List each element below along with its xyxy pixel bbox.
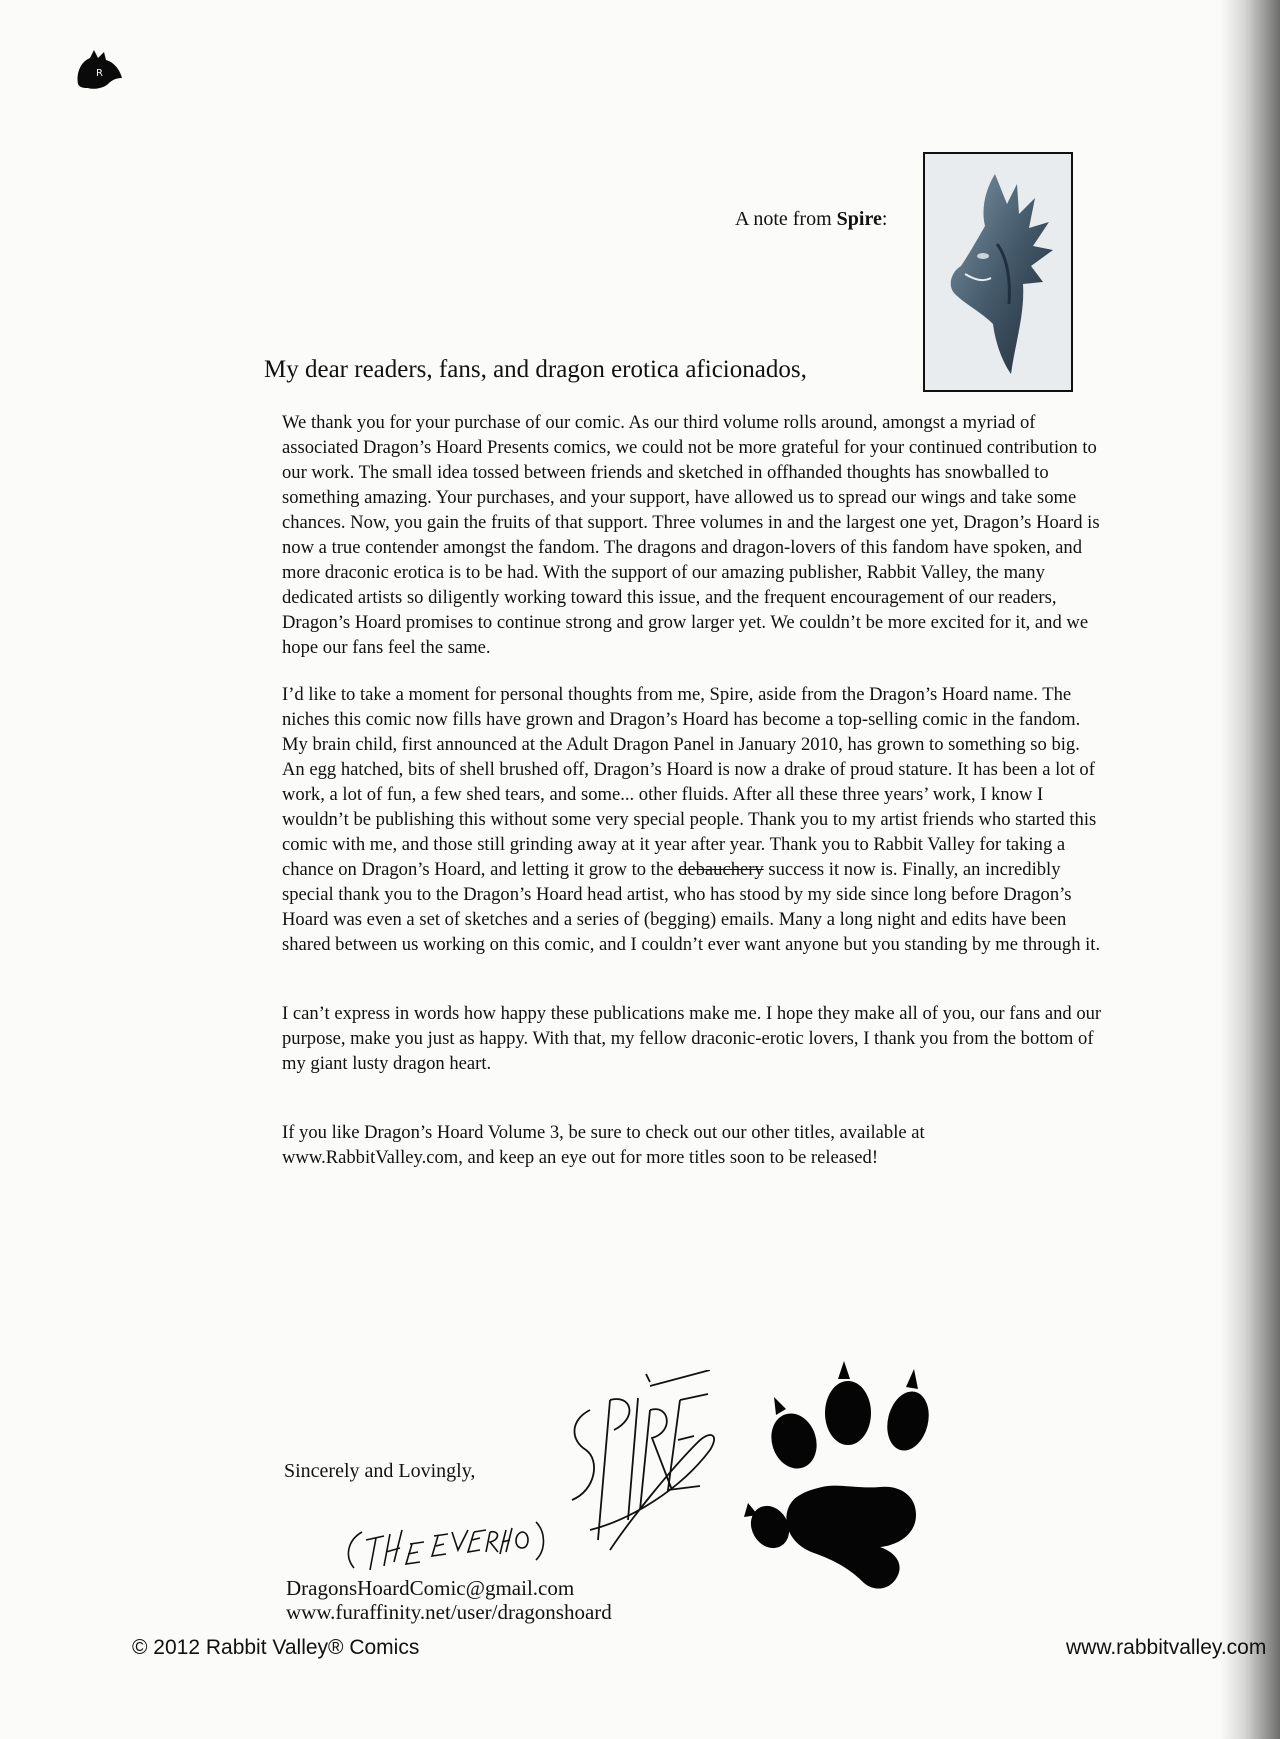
- spire-signature: [560, 1370, 730, 1570]
- paragraph-4: If you like Dragon’s Hoard Volume 3, be sure to check out our other titles, available at www.RabbitValley.com, and keep an eye out for more titles soon to be released!: [282, 1122, 925, 1168]
- note-header: [735, 208, 887, 231]
- contact-url: www.furaffinity.net/user/dragonshoard: [286, 1600, 612, 1624]
- paragraph-2-before: I’d like to take a moment for personal thoughts from me, Spire, aside from the Dragon’s Hoard name. The niches this comic now fills have grown and Dragon’s Hoard has become a top-selling comic in the fandom. My brain child, first announced at the Adult Dragon Panel in January 2010, has grown to something so big. An egg hatched, bits of shell brushed off, Dragon’s Hoard is now a drake of proud stature. It has been a lot of work, a lot of fun, a few shed tears, and some... other fluids. After all these three years’ work, I know I wouldn’t be publishing this without some very special people. Thank you to my artist friends who started this comic with me, and those still grinding away at it year after year. Thank you to Rabbit Valley for taking a chance on Dragon’s Hoard, and letting it grow to the: [282, 684, 1097, 880]
- paragraph-1: We thank you for your purchase of our comic. As our third volume rolls around, amongst a myriad of associated Dragon’s Hoard Presents comics, we could not be more grateful for your continued contribution to our work. The small idea tossed between friends and sketched in offhanded thoughts has snowballed to something amazing. Your purchases, and your support, have allowed us to spread our wings and take some chances. Now, you gain the fruits of that support. Three volumes in and the largest one yet, Dragon’s Hoard is now a true contender amongst the fandom. The dragons and dragon-lovers of this fandom have spoken, and more draconic erotica is to be had. With the support of our amazing publisher, Rabbit Valley, the many dedicated artists so diligently working toward this issue, and the frequent encouragement of our readers, Dragon’s Hoard promises to continue strong and grow larger yet. We couldn’t be more excited for it, and we hope our fans feel the same.: [282, 412, 1100, 658]
- contact-info: [286, 1576, 612, 1624]
- greeting: My dear readers, fans, and dragon erotica aficionados,: [264, 356, 807, 383]
- note-suffix: :: [881, 208, 888, 230]
- letter-body: [282, 410, 1102, 1192]
- dragon-head-logo-icon: [74, 48, 124, 92]
- paragraph-2: [282, 682, 1102, 957]
- page-edge-shadow: [1220, 0, 1280, 1739]
- struck-word: debauchery: [678, 859, 764, 880]
- handwritten-tagline: [340, 1510, 550, 1580]
- paragraph-3: I can’t express in words how happy these publications make me. I hope they make all of you, our fans and our purpose, make you just as happy. With that, my fellow draconic-erotic lovers, I thank you from the bottom of my giant lusty dragon heart.: [282, 1003, 1102, 1074]
- footer-copyright: © 2012 Rabbit Valley® Comics: [132, 1636, 420, 1659]
- dragon-pawprint-icon: [740, 1355, 990, 1595]
- contact-email: DragonsHoardComic@gmail.com: [286, 1576, 575, 1600]
- dragon-portrait-image: [923, 152, 1073, 392]
- footer-website: www.rabbitvalley.com: [1066, 1636, 1267, 1659]
- closing: Sincerely and Lovingly,: [284, 1460, 476, 1482]
- note-prefix: A note from: [735, 208, 837, 230]
- paragraph-2-after: success it now is. Finally, an incredibly special thank you to the Dragon’s Hoard head artist, who has stood by my side since long before Dragon’s Hoard was even a set of sketches and a series of (begging) emails. Many a long night and edits have been shared between us working on this comic, and I couldn’t ever want anyone but you standing by me through it.: [282, 859, 1101, 955]
- svg-text:R: R: [96, 68, 103, 79]
- note-author: Spire: [836, 208, 882, 230]
